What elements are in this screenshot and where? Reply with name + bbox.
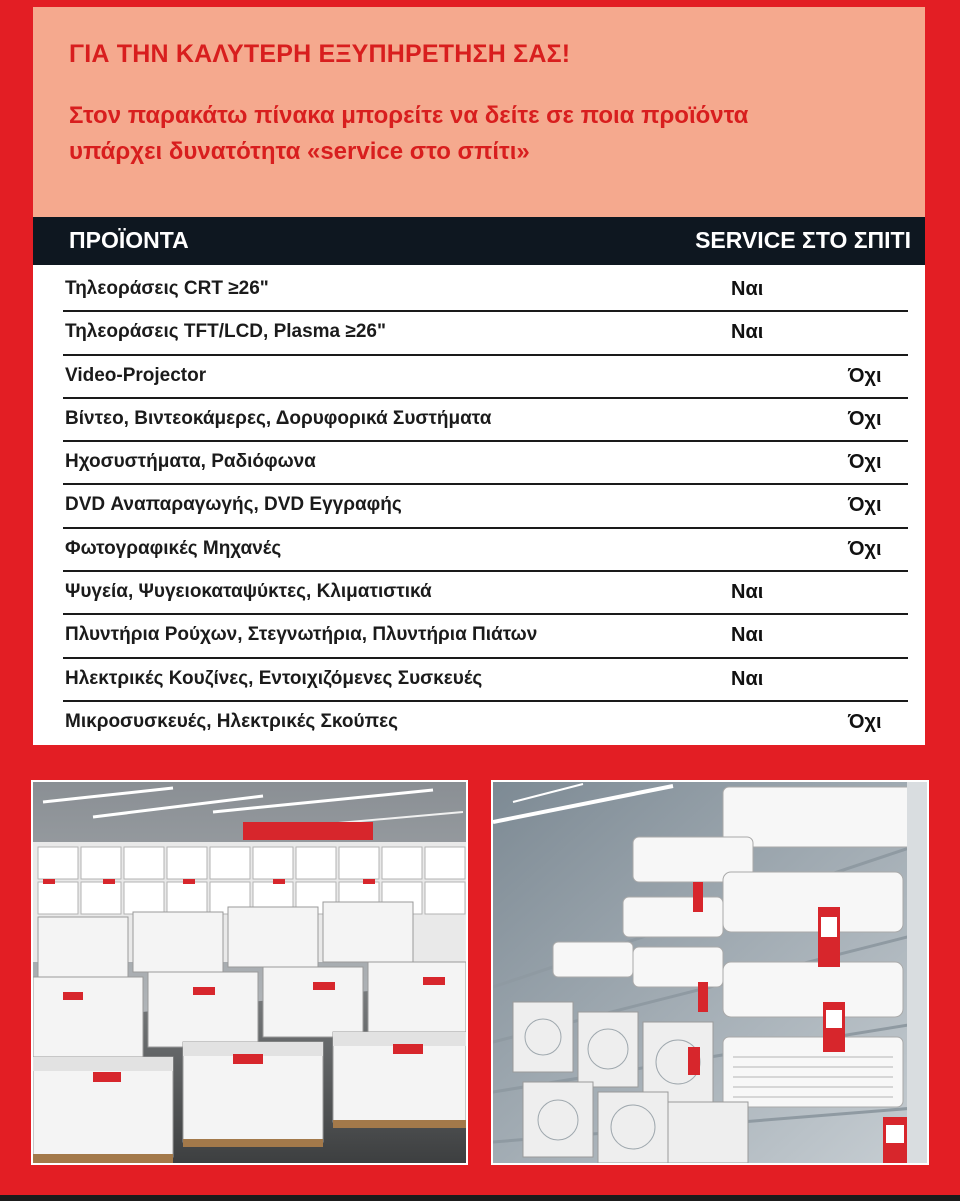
- service-no: Όχι: [848, 537, 882, 560]
- product-name: Video-Projector: [65, 364, 207, 386]
- bottom-strip: [0, 1195, 960, 1201]
- service-no: Όχι: [848, 494, 882, 517]
- service-no: Όχι: [848, 407, 882, 430]
- air-conditioners-illustration: [493, 782, 927, 1163]
- table-header: [33, 217, 925, 265]
- product-name: Ηλεκτρικές Κουζίνες, Εντοιχιζόμενες Συσκευές: [65, 667, 483, 689]
- service-yes: Ναι: [731, 278, 764, 300]
- table-row: [63, 572, 908, 615]
- service-table: [33, 269, 925, 745]
- table-row: [63, 702, 908, 745]
- product-name: DVD Αναπαραγωγής, DVD Εγγραφής: [65, 494, 402, 516]
- product-name: Τηλεοράσεις TFT/LCD, Plasma ≥26": [65, 321, 386, 343]
- service-no: Όχι: [848, 364, 882, 387]
- product-name: Ηχοσυστήματα, Ραδιόφωνα: [65, 451, 316, 473]
- service-yes: Ναι: [731, 624, 764, 647]
- service-no: Όχι: [848, 451, 882, 474]
- product-name: Ψυγεία, Ψυγειοκαταψύκτες, Κλιματιστικά: [65, 581, 432, 603]
- table-row: [63, 312, 908, 355]
- store-photo-air-conditioners: [491, 780, 929, 1165]
- service-no: Όχι: [848, 710, 882, 733]
- table-row: [63, 485, 908, 528]
- service-yes: Ναι: [731, 321, 764, 344]
- table-row: [63, 442, 908, 485]
- header-service: SERVICE ΣΤΟ ΣΠΙΤΙ: [695, 227, 911, 253]
- service-panel: [33, 7, 925, 745]
- service-yes: Ναι: [731, 667, 764, 690]
- table-row: [63, 269, 908, 312]
- table-row: [63, 356, 908, 399]
- product-name: Μικροσυσκευές, Ηλεκτρικές Σκούπες: [65, 710, 399, 732]
- store-photo-freezers: [31, 780, 468, 1165]
- intro-heading: ΓΙΑ ΤΗΝ ΚΑΛΥΤΕΡΗ ΕΞΥΠΗΡΕΤΗΣΗ ΣΑΣ!: [69, 40, 571, 68]
- freezers-illustration: [33, 782, 466, 1163]
- header-products: ΠΡΟΪΟΝΤΑ: [69, 227, 189, 253]
- table-row: [63, 615, 908, 658]
- product-name: Πλυντήρια Ρούχων, Στεγνωτήρια, Πλυντήρια Πιάτων: [65, 624, 538, 646]
- table-row: [63, 529, 908, 572]
- service-yes: Ναι: [731, 581, 764, 604]
- product-name: Βίντεο, Βιντεοκάμερες, Δορυφορικά Συστήματα: [65, 407, 492, 429]
- table-row: [63, 659, 908, 702]
- intro-text-line-1: Στον παρακάτω πίνακα μπορείτε να δείτε σε ποια προϊόντα: [69, 102, 749, 129]
- product-name: Τηλεοράσεις CRT ≥26": [65, 278, 269, 299]
- intro-text: [69, 98, 925, 170]
- intro-text-line-2: υπάρχει δυνατότητα «service στο σπίτι»: [69, 138, 530, 165]
- product-name: Φωτογραφικές Μηχανές: [65, 537, 282, 559]
- table-row: [63, 399, 908, 442]
- intro-box: [33, 7, 925, 217]
